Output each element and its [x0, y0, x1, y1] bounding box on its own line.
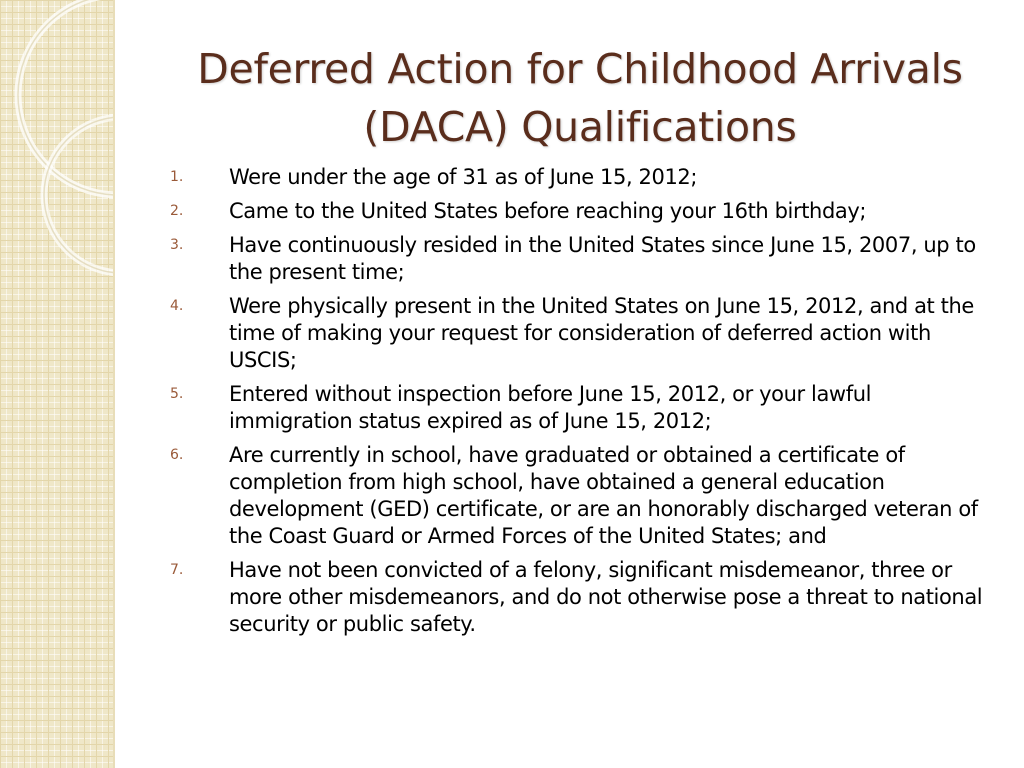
item-text: Have continuously resided in the United States since June 15, 2007, up to the present time;: [229, 233, 976, 284]
list-item: [170, 198, 1000, 225]
title-line-1: Deferred Action for Childhood Arrivals: [197, 45, 963, 93]
decorative-side-panel: [0, 0, 113, 768]
item-number: 6.: [170, 447, 184, 463]
item-number: 4.: [170, 298, 184, 314]
item-text: Entered without inspection before June 15, 2012, or your lawful immigration status expired as of June 15, 2012;: [229, 382, 872, 433]
item-number: 1.: [170, 169, 184, 185]
decorative-circles: [0, 0, 113, 768]
title-line-2: (DACA) Qualifications: [363, 103, 797, 151]
item-number: 2.: [170, 203, 184, 219]
list-item: [170, 232, 1000, 286]
slide-title: [160, 40, 1000, 156]
item-text: Are currently in school, have graduated or obtained a certificate of completion from high school, have obtained a general education development (GED) certificate, or are an honorably discharged veteran of the Coast Guard or Armed Forces of the United States; and: [229, 443, 978, 548]
item-text: Were under the age of 31 as of June 15, 2012;: [229, 165, 698, 189]
list-item: [170, 381, 1000, 435]
item-number: 7.: [170, 562, 184, 578]
item-number: 5.: [170, 386, 184, 402]
list-item: [170, 164, 1000, 191]
item-text: Have not been convicted of a felony, significant misdemeanor, three or more other misdemeanors, and do not otherwise pose a threat to national security or public safety.: [229, 558, 983, 636]
list-item: [170, 442, 1000, 550]
list-item: [170, 293, 1000, 374]
qualifications-list: [170, 164, 1000, 645]
list-item: [170, 557, 1000, 638]
item-text: Came to the United States before reaching your 16th birthday;: [229, 199, 867, 223]
side-panel-edge: [113, 0, 115, 768]
item-text: Were physically present in the United States on June 15, 2012, and at the time of making your request for consideration of deferred action with USCIS;: [229, 294, 974, 372]
item-number: 3.: [170, 237, 184, 253]
